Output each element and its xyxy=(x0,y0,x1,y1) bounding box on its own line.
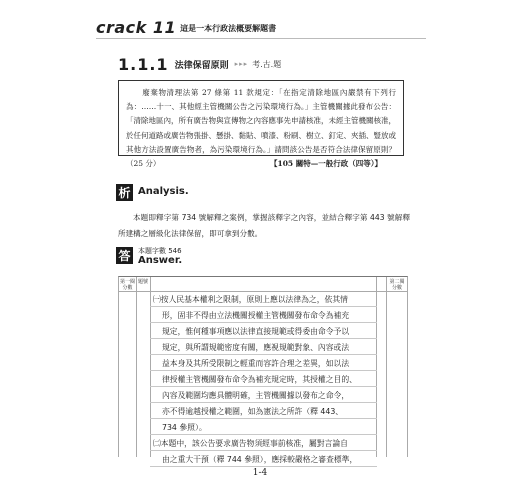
analysis-label: Analysis. xyxy=(138,186,189,197)
section-title: 法律保留原則 xyxy=(174,60,229,71)
arrows-icon: ▸▸▸ xyxy=(234,60,249,68)
section-tags: 考.古.題 xyxy=(252,59,282,69)
answer-sheet xyxy=(118,276,408,464)
first-score-header: 第一閱分數 xyxy=(120,279,136,291)
answer-icon: 答 xyxy=(116,247,133,264)
section-number: 1.1.1 xyxy=(118,54,169,74)
answer-line: ㈡本題中，該公告要求廣告物須經事前核准，屬對言論自 xyxy=(150,435,377,451)
second-score-column xyxy=(386,277,407,457)
brand-logo: crack 11 xyxy=(96,18,177,37)
analysis-icon: 析 xyxy=(116,184,133,201)
answer-line: 律授權主管機關發布命令為補充規定時，其授權之目的、 xyxy=(150,371,377,387)
second-score-header: 第二閱分數 xyxy=(389,279,405,291)
header-rule xyxy=(96,38,426,39)
analysis-text: 本題即釋字第 734 號解釋之案例，掌握該釋字之內容，並結合釋字第 443 號解釋所建構之層級化法律保留，即可拿到分數。 xyxy=(118,213,410,238)
answer-word-count: 本題字數 546 xyxy=(138,247,182,255)
section-heading xyxy=(118,54,281,74)
answer-line: 734 參照）。 xyxy=(150,419,377,435)
page-number: 1-4 xyxy=(252,468,268,478)
answer-line: 由之重大干預（釋 744 參照），應採較嚴格之審查標準， xyxy=(150,451,377,467)
answer-line: 內容及範圍均應具體明確，主管機關據以發布之命令， xyxy=(150,387,377,403)
answer-label: Answer. xyxy=(138,255,183,266)
answer-line: 規定，惟何種事項應以法律直接規範或得委由命令予以 xyxy=(150,323,377,339)
answer-line: 亦不得逾越授權之範圍，如為憲法之所許（釋 443、 xyxy=(150,403,377,419)
answer-lines xyxy=(150,291,377,464)
answer-line: 規定，與所謂規範密度有關，應視規範對象、內容或法 xyxy=(150,339,377,355)
question-number-header: 題號 xyxy=(137,279,148,285)
answer-line: 形，固非不得由立法機關授權主管機關發布命令為補充 xyxy=(150,307,377,323)
question-text: 廢棄物清理法第 27 條第 11 款規定：「在指定清除地區內嚴禁有下列行為：……十一、其他經主管機關公告之污染環境行為。」主管機關據此發布公告：「清除地區內，所有廣告物與宣傳物之內容應事先申請核准，未經主管機關核准，於任何道路或廣告物張掛、懸掛、黏貼、噴漆、粉刷、樹立、釘定、夾插、豎放或其他方法設置廣告物者，為污染環境行為。」請問該公告是否符合法律保留原則？（25 分） xyxy=(126,88,396,169)
first-score-column xyxy=(119,277,137,457)
answer-line: 益本身及其所受限制之輕重而容許合理之差異，如以法 xyxy=(150,355,377,371)
question-source: 【105 關特—一般行政（四等）】 xyxy=(270,159,383,168)
book-subtitle: 這是一本行政法概要解題書 xyxy=(180,24,277,33)
running-header xyxy=(96,16,276,36)
answer-line: ㈠按人民基本權利之限制，原則上應以法律為之，依其情 xyxy=(150,291,377,307)
question-number-column xyxy=(136,277,151,457)
